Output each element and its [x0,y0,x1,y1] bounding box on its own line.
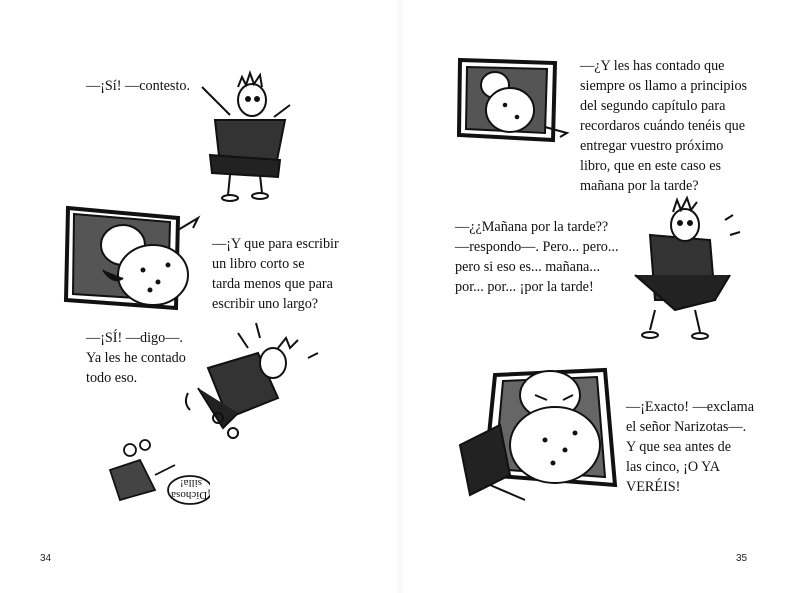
right-paragraph-3: —¡Exacto! —exclama el señor Narizotas—. Y que sea antes de las cinco, ¡O YA VERÉIS! [626,399,755,495]
big-nose-monitor-illustration [455,55,573,150]
left-paragraph-2: —¡Y que para escribir un libro corto se tarda menos que para escribir uno largo? [212,236,339,312]
big-nose-on-screen-illustration [58,200,208,318]
right-paragraph-1: —¿Y les has contado que siempre os llamo a principios del segundo capítulo para recordaros cuándo tenéis que entregar vuestro próximo libro, que en este caso es mañana por la tarde? [580,58,748,194]
scared-boy-illustration [615,190,755,350]
left-paragraph-1: —¡Sí! —contesto. [86,78,191,94]
right-page [400,0,800,593]
speech-bubble-text: ¡Dichosa silla! [171,477,211,501]
left-paragraph-3: —¡SÍ! —digo—. Ya les he contado todo eso. [86,330,186,386]
boy-in-armchair-illustration [190,65,305,205]
page-number-right: 35 [736,553,748,564]
boy-flipping-chair-illustration [178,318,326,448]
angry-big-nose-illustration [455,355,625,505]
page-number-left: 34 [40,553,52,564]
right-paragraph-2: —¿¿Mañana por la tarde?? —respondo—. Pero... pero... pero si eso es... mañana... por... por... ¡por la tarde! [455,219,619,295]
